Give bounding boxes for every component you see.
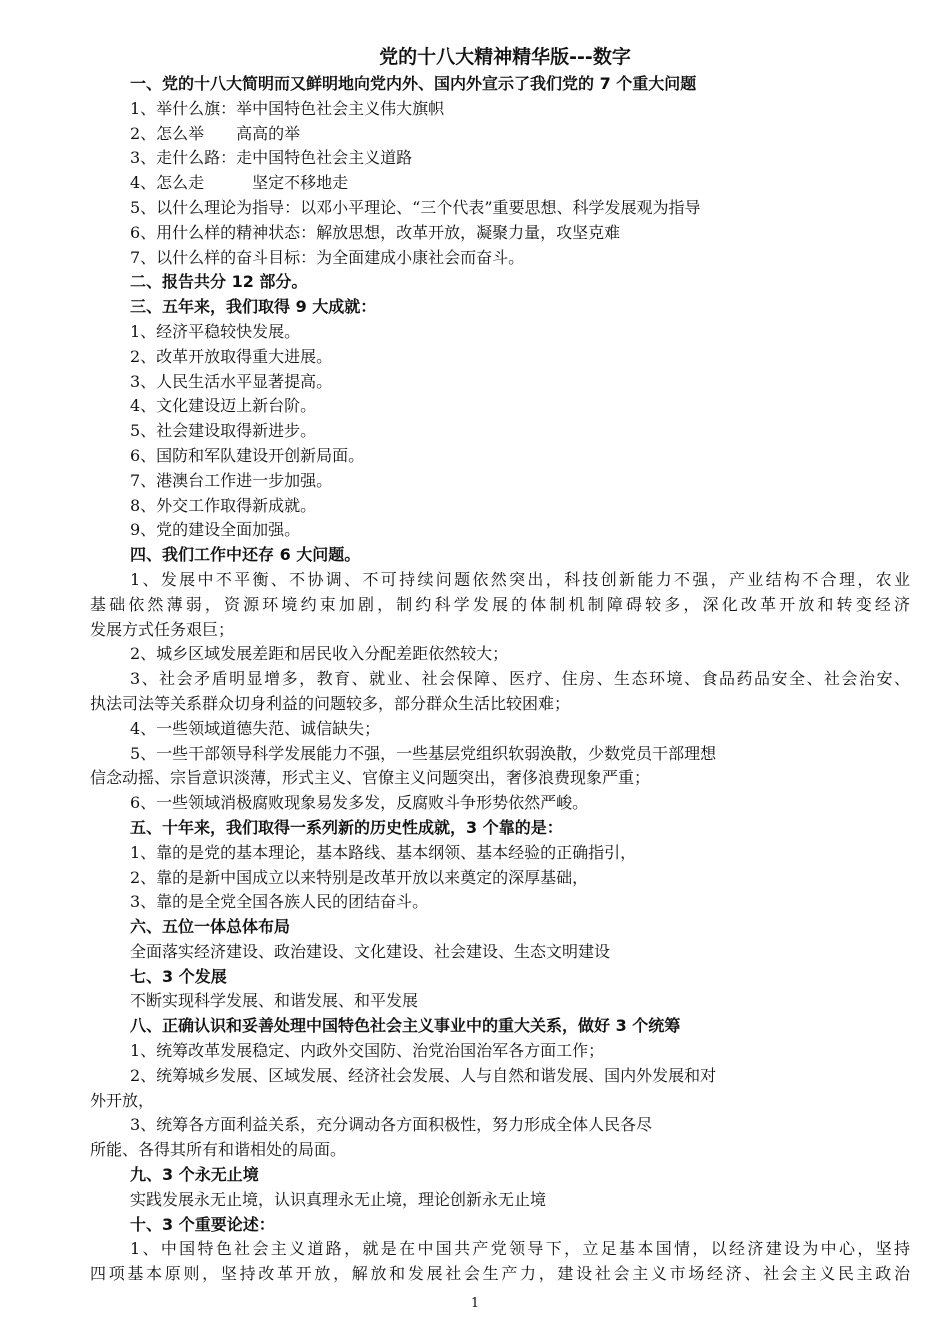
paragraph-line: 1、中国特色社会主义道路，就是在中国共产党领导下，立足基本国情，以经济建设为中心，坚持 bbox=[130, 1239, 910, 1259]
list-item: 2、怎么举 高高的举 bbox=[130, 123, 301, 143]
paragraph-continuation: 四项基本原则，坚持改革开放，解放和发展社会生产力，建设社会主义市场经济、社会主义民主政治 bbox=[90, 1264, 910, 1284]
paragraph-continuation: 基础依然薄弱，资源环境约束加剧，制约科学发展的体制机制障碍较多，深化改革开放和转变经济 bbox=[90, 594, 910, 614]
paragraph-line: 4、一些领域道德失范、诚信缺失； bbox=[130, 718, 381, 738]
list-item: 3、统筹各方面利益关系，充分调动各方面积极性，努力形成全体人民各尽 bbox=[130, 1115, 653, 1135]
document-body bbox=[90, 72, 910, 1287]
list-item: 9、党的建设全面加强。 bbox=[130, 520, 301, 540]
section-heading: 六、五位一体总体布局 bbox=[130, 917, 291, 937]
list-item: 1、举什么旗：举中国特色社会主义伟大旗帜 bbox=[130, 98, 445, 118]
list-item: 4、怎么走 坚定不移地走 bbox=[130, 173, 349, 193]
list-item: 5、以什么理论为指导：以邓小平理论、“三个代表”重要思想、科学发展观为指导 bbox=[130, 197, 701, 217]
section-heading: 一、党的十八大简明而又鲜明地向党内外、国内外宣示了我们党的 7 个重大问题 bbox=[130, 74, 697, 93]
list-item: 全面落实经济建设、政治建设、文化建设、社会建设、生态文明建设 bbox=[130, 941, 611, 961]
section-heading: 七、3 个发展 bbox=[130, 966, 227, 986]
paragraph-line: 3、社会矛盾明显增多，教育、就业、社会保障、医疗、住房、生态环境、食品药品安全、社会治安、 bbox=[130, 669, 910, 689]
list-item: 3、人民生活水平显著提高。 bbox=[130, 371, 333, 391]
list-item: 7、港澳台工作进一步加强。 bbox=[130, 470, 333, 490]
section-heading: 十、3 个重要论述： bbox=[130, 1214, 275, 1234]
section-heading: 五、十年来，我们取得一系列新的历史性成就，3 个靠的是： bbox=[130, 817, 563, 837]
page-number: 1 bbox=[470, 1296, 480, 1311]
paragraph-continuation: 执法司法等关系群众切身利益的问题较多，部分群众生活比较困难； bbox=[90, 693, 571, 713]
list-item: 3、靠的是全党全国各族人民的团结奋斗。 bbox=[130, 892, 429, 912]
section-heading: 四、我们工作中还存 6 大问题。 bbox=[130, 545, 361, 565]
list-item: 4、文化建设迈上新台阶。 bbox=[130, 396, 317, 416]
list-item: 实践发展永无止境，认识真理永无止境，理论创新永无止境 bbox=[130, 1189, 547, 1209]
list-item: 1、靠的是党的基本理论，基本路线、基本纲领、基本经验的正确指引， bbox=[130, 842, 637, 862]
list-item: 2、统筹城乡发展、区域发展、经济社会发展、人与自然和谐发展、国内外发展和对 bbox=[130, 1065, 717, 1085]
list-item: 1、经济平稳较快发展。 bbox=[130, 321, 301, 341]
list-item: 3、走什么路：走中国特色社会主义道路 bbox=[130, 148, 413, 168]
document-title: 党的十八大精神精华版---数字 bbox=[379, 46, 631, 68]
section-heading: 三、五年来，我们取得 9 大成就： bbox=[130, 297, 377, 317]
paragraph-line: 1、发展中不平衡、不协调、不可持续问题依然突出，科技创新能力不强，产业结构不合理，农业 bbox=[130, 569, 910, 589]
paragraph-continuation: 外开放， bbox=[90, 1090, 155, 1110]
paragraph-continuation: 发展方式任务艰巨； bbox=[90, 619, 235, 639]
section-heading: 九、3 个永无止境 bbox=[130, 1165, 259, 1185]
paragraph-continuation: 所能、各得其所有和谐相处的局面。 bbox=[90, 1140, 347, 1160]
list-item: 不断实现科学发展、和谐发展、和平发展 bbox=[130, 991, 419, 1011]
list-item: 2、改革开放取得重大进展。 bbox=[130, 346, 333, 366]
list-item: 6、国防和军队建设开创新局面。 bbox=[130, 445, 365, 465]
list-item: 1、统筹改革发展稳定、内政外交国防、治党治国治军各方面工作； bbox=[130, 1041, 605, 1061]
list-item: 2、靠的是新中国成立以来特别是改革开放以来奠定的深厚基础， bbox=[130, 867, 589, 887]
list-item: 5、社会建设取得新进步。 bbox=[130, 421, 317, 441]
paragraph-line: 5、一些干部领导科学发展能力不强，一些基层党组织软弱涣散，少数党员干部理想 bbox=[130, 743, 717, 763]
paragraph-line: 2、城乡区域发展差距和居民收入分配差距依然较大； bbox=[130, 644, 509, 664]
list-item: 8、外交工作取得新成就。 bbox=[130, 495, 317, 515]
list-item: 6、用什么样的精神状态：解放思想，改革开放，凝聚力量，攻坚克难 bbox=[130, 222, 621, 242]
paragraph-line: 6、一些领域消极腐败现象易发多发，反腐败斗争形势依然严峻。 bbox=[130, 793, 589, 813]
section-heading: 八、正确认识和妥善处理中国特色社会主义事业中的重大关系，做好 3 个统筹 bbox=[130, 1016, 681, 1036]
paragraph-continuation: 信念动摇、宗旨意识淡薄，形式主义、官僚主义问题突出，奢侈浪费现象严重； bbox=[90, 768, 651, 788]
list-item: 7、以什么样的奋斗目标：为全面建成小康社会而奋斗。 bbox=[130, 247, 525, 267]
section-heading: 二、报告共分 12 部分。 bbox=[130, 272, 308, 292]
